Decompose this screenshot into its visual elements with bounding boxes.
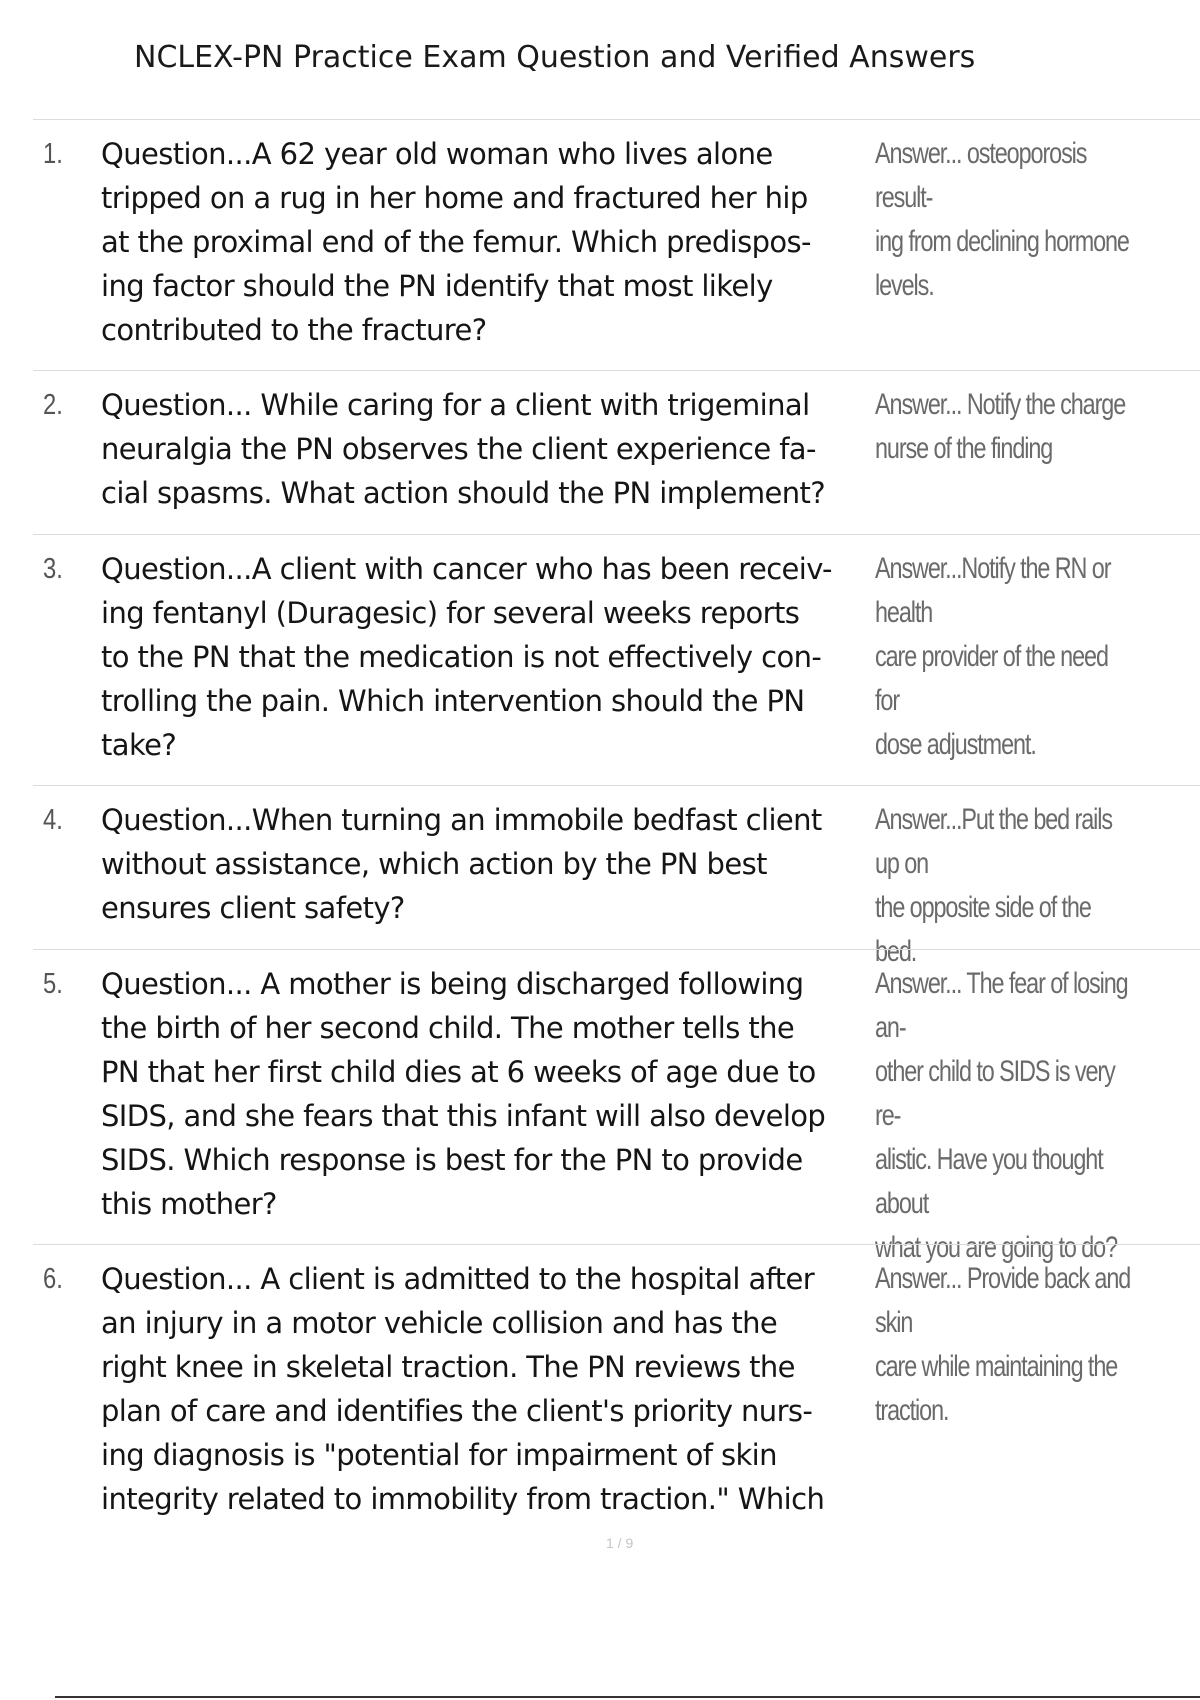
question-text: Question... While caring for a client with trigeminal neuralgia the PN observes the client experience fa- cial spasms. What action should the PN implement?: [101, 388, 826, 510]
divider: [33, 1244, 1200, 1245]
answer-text: Answer... The fear of losing an- other child to SIDS is very re- alistic. Have you thought about what you are going to do?: [875, 967, 1128, 1264]
bottom-rule: [55, 1696, 1200, 1698]
divider: [33, 370, 1200, 371]
question-number: 3.: [43, 553, 63, 585]
question-number: 5.: [43, 968, 63, 1000]
question-number: 2.: [43, 389, 63, 421]
question-number: 1.: [43, 138, 63, 170]
divider: [33, 949, 1200, 950]
question-text: Question... A mother is being discharged following the birth of her second child. The mother tells the PN that her first child dies at 6 weeks of age due to SIDS, and she fears that this infant will also develop SIDS. Which response is best for the PN to provide this mother?: [101, 967, 826, 1221]
question-number: 6.: [43, 1263, 63, 1295]
question-text: Question...A 62 year old woman who lives alone tripped on a rug in her home and fractured her hip at the proximal end of the femur. Which predispos- ing factor should the PN identify that most likely contributed to the fracture?: [101, 137, 811, 347]
divider: [33, 119, 1200, 120]
page-number: 1 / 9: [606, 1535, 634, 1551]
answer-text: Answer... Provide back and skin care while maintaining the traction.: [875, 1262, 1131, 1427]
answer-text: Answer... Notify the charge nurse of the finding: [875, 388, 1126, 465]
answer-text: Answer... osteoporosis result- ing from declining hormone levels.: [875, 137, 1129, 302]
answer-text: Answer...Put the bed rails up on the opposite side of the bed.: [875, 803, 1112, 968]
divider: [33, 534, 1200, 535]
question-text: Question... A client is admitted to the hospital after an injury in a motor vehicle collision and has the right knee in skeletal traction. The PN reviews the plan of care and identifies the client's priority nurs- ing diagnosis is "potential for impairment of skin integrity related to immobility from traction." Which: [101, 1262, 825, 1516]
divider: [33, 785, 1200, 786]
question-number: 4.: [43, 804, 63, 836]
answer-text: Answer...Notify the RN or health care provider of the need for dose adjustment.: [875, 552, 1111, 761]
question-text: Question...When turning an immobile bedfast client without assistance, which action by the PN best ensures client safety?: [101, 803, 822, 925]
question-text: Question...A client with cancer who has been receiv- ing fentanyl (Duragesic) for several weeks reports to the PN that the medication is not effectively con- trolling the pain. Which intervention should the PN take?: [101, 552, 832, 762]
document-title: NCLEX-PN Practice Exam Question and Verified Answers: [134, 40, 976, 75]
